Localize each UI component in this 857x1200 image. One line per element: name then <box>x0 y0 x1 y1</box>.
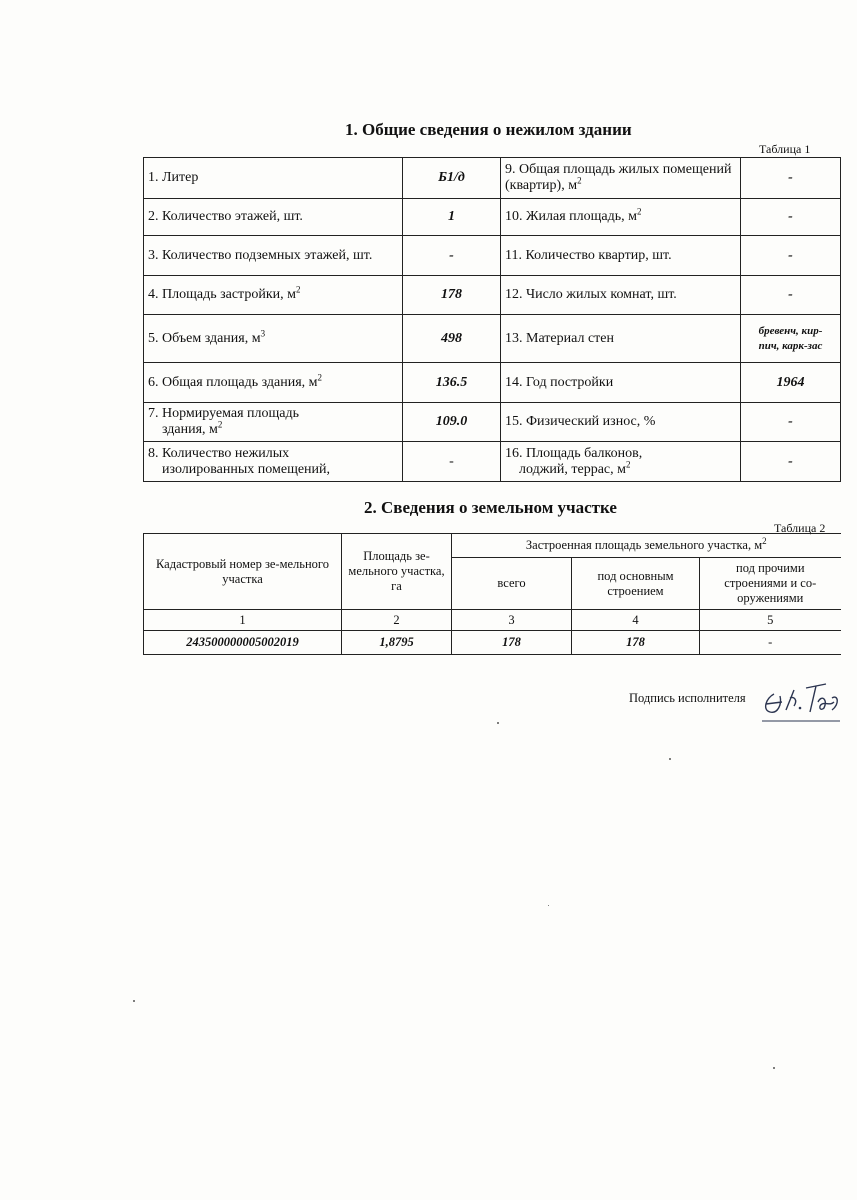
signature-label: Подпись исполнителя <box>629 691 746 705</box>
col-number: 1 <box>144 610 342 631</box>
header-built-area: Застроенная площадь земельного участка, $м^2$ <box>452 534 841 558</box>
row-value: - <box>741 276 841 315</box>
row-label: 6. Общая площадь здания, $м^2$ <box>144 363 403 403</box>
built-total: 178 <box>452 631 572 655</box>
scan-speck <box>773 1067 775 1069</box>
row-label: 3. Количество подземных этажей, шт. <box>144 236 403 276</box>
scan-speck <box>497 722 499 724</box>
building-info-table <box>143 157 841 482</box>
row-label: 11. Количество квартир, шт. <box>501 236 741 276</box>
row-label: 10. Жилая площадь, $м^2$ <box>501 199 741 236</box>
row-value: - <box>741 236 841 276</box>
table1-label: Таблица 1 <box>759 142 811 156</box>
row-value: 178 <box>403 276 501 315</box>
header-area: Площадь зе-мельного участка, га <box>342 534 452 610</box>
built-main: 178 <box>572 631 700 655</box>
row-value: 1964 <box>741 363 841 403</box>
row-value: 109.0 <box>403 403 501 442</box>
row-value: - <box>741 403 841 442</box>
row-label: 1. Литер <box>144 158 403 199</box>
row-label: 2. Количество этажей, шт. <box>144 199 403 236</box>
column-numbers-row <box>144 610 841 631</box>
table2-label: Таблица 2 <box>774 521 826 535</box>
row-value: - <box>741 158 841 199</box>
table-header-row <box>144 534 841 558</box>
table-row <box>144 631 841 655</box>
section1-title: 1. Общие сведения о нежилом здании <box>345 120 632 139</box>
header-total: всего <box>452 558 572 610</box>
row-value: - <box>403 442 501 482</box>
row-label: 15. Физический износ, % <box>501 403 741 442</box>
plot-area: 1,8795 <box>342 631 452 655</box>
row-value: - <box>741 442 841 482</box>
built-other: - <box>700 631 841 655</box>
col-number: 5 <box>700 610 841 631</box>
row-value: Б1/д <box>403 158 501 199</box>
section2-title: 2. Сведения о земельном участке <box>364 498 617 517</box>
row-label: 4. Площадь застройки, $м^2$ <box>144 276 403 315</box>
table-row <box>144 315 841 363</box>
row-label: 13. Материал стен <box>501 315 741 363</box>
scan-speck <box>548 905 549 906</box>
row-value: - <box>741 199 841 236</box>
row-value: бревенч, кир- пич, карк-зас <box>741 315 841 363</box>
header-cadastral: Кадастровый номер зе-мельного участка <box>144 534 342 610</box>
signature-image <box>760 676 842 726</box>
row-value: 136.5 <box>403 363 501 403</box>
table-row <box>144 199 841 236</box>
header-other: под прочими строениями и со-оружениями <box>700 558 841 610</box>
col-number: 4 <box>572 610 700 631</box>
table-row <box>144 158 841 199</box>
scan-speck <box>669 758 671 760</box>
header-main: под основным строением <box>572 558 700 610</box>
table-row <box>144 363 841 403</box>
col-number: 2 <box>342 610 452 631</box>
row-label: 16. Площадь балконов, лоджий, террас, $м^2$ <box>501 442 741 482</box>
table-row <box>144 403 841 442</box>
row-value: 498 <box>403 315 501 363</box>
row-label: 7. Нормируемая площадь здания, $м^2$ <box>144 403 403 442</box>
row-label: 14. Год постройки <box>501 363 741 403</box>
table-row <box>144 276 841 315</box>
row-value: - <box>403 236 501 276</box>
table-row <box>144 236 841 276</box>
scan-speck <box>133 1000 135 1002</box>
row-label: 5. Объем здания, $м^3$ <box>144 315 403 363</box>
cadastral-number: 243500000005002019 <box>144 631 342 655</box>
table-row <box>144 442 841 482</box>
col-number: 3 <box>452 610 572 631</box>
land-plot-table <box>143 533 841 655</box>
row-label: 12. Число жилых комнат, шт. <box>501 276 741 315</box>
row-value: 1 <box>403 199 501 236</box>
row-label: 8. Количество нежилых изолированных помещений, <box>144 442 403 482</box>
row-label: 9. Общая площадь жилых помещений (квартир), $м^2$ <box>501 158 741 199</box>
